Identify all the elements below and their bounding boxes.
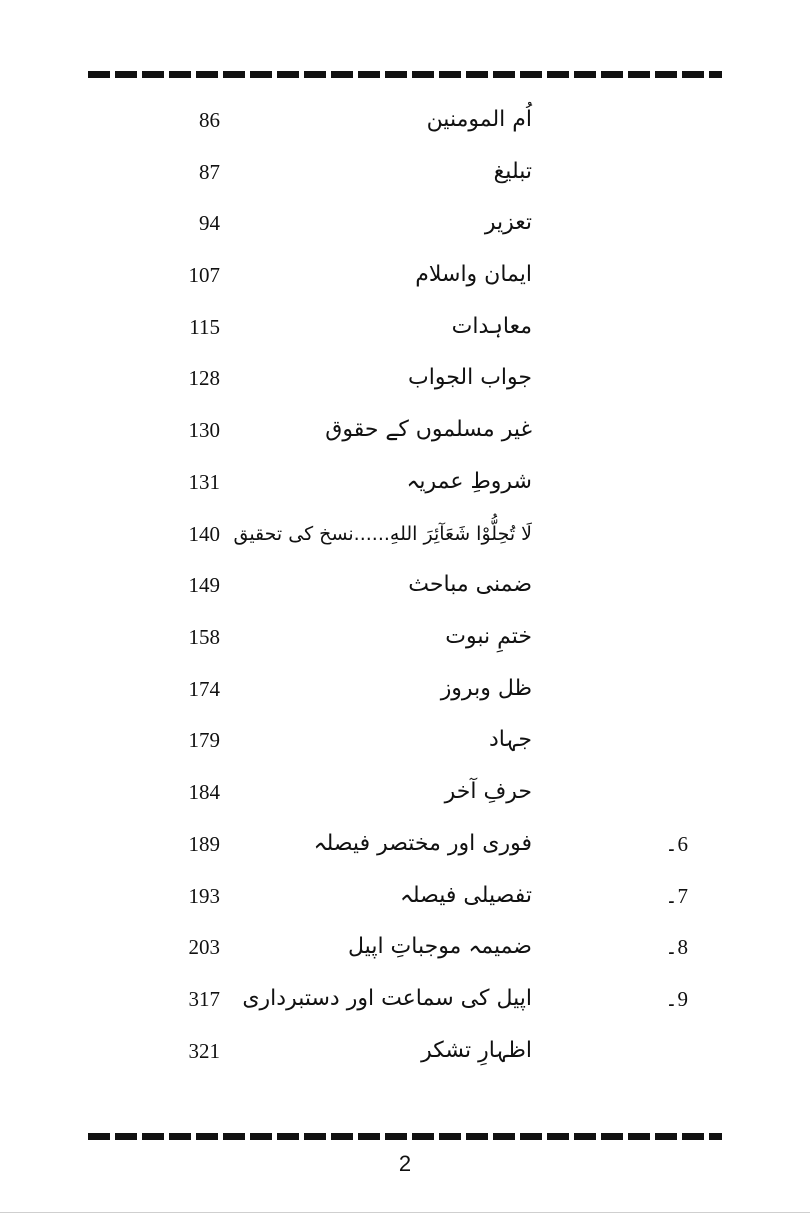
toc-entry-title: ختمِ نبوت bbox=[445, 624, 532, 649]
toc-entry-index: 9۔ bbox=[665, 987, 688, 1011]
toc-entry bbox=[0, 203, 810, 255]
toc-entry-title: حرفِ آخر bbox=[444, 779, 532, 804]
toc-entry bbox=[0, 669, 810, 721]
toc-entry-page: 184 bbox=[188, 780, 220, 804]
toc-entry-title: تبلیغ bbox=[493, 159, 532, 184]
toc-entry-page: 87 bbox=[199, 160, 220, 184]
toc-entry-title: اظہارِ تشکر bbox=[421, 1038, 532, 1063]
page-edge-divider bbox=[0, 1212, 810, 1213]
toc-entry-page: 107 bbox=[188, 263, 220, 287]
toc-entry bbox=[0, 358, 810, 410]
toc-entry-index: 7۔ bbox=[665, 884, 688, 908]
toc-entry bbox=[0, 720, 810, 772]
toc-entry-index: 8۔ bbox=[665, 935, 688, 959]
toc-entry-page: 174 bbox=[188, 677, 220, 701]
toc-entry-page: 203 bbox=[188, 935, 220, 959]
toc-entry bbox=[0, 462, 810, 514]
toc-entry bbox=[0, 876, 810, 928]
toc-entry bbox=[0, 772, 810, 824]
toc-entry bbox=[0, 255, 810, 307]
toc-entry-page: 149 bbox=[188, 573, 220, 597]
toc-entry bbox=[0, 1031, 810, 1083]
toc-entry-page: 86 bbox=[199, 108, 220, 132]
bottom-dashed-rule bbox=[88, 1133, 722, 1140]
toc-entry bbox=[0, 307, 810, 359]
toc-entry-page: 158 bbox=[188, 625, 220, 649]
toc-entry-title: ایمان واسلام bbox=[415, 262, 532, 287]
toc-entry-title: شروطِ عمریہ bbox=[406, 469, 532, 494]
toc-entry bbox=[0, 824, 810, 876]
toc-entry-page: 179 bbox=[188, 728, 220, 752]
toc-entry-title: غیر مسلموں کے حقوق bbox=[325, 417, 532, 442]
toc-entry-title: معاہدات bbox=[451, 314, 532, 339]
toc-entry-title: جواب الجواب bbox=[408, 365, 532, 390]
toc-entry bbox=[0, 979, 810, 1031]
toc-entry-title: اپیل کی سماعت اور دستبرداری bbox=[242, 986, 532, 1011]
toc-entry-title: ضمیمہ موجباتِ اپیل bbox=[348, 934, 532, 959]
toc-entry-index: 6۔ bbox=[665, 832, 688, 856]
toc-entry-title: جہاد bbox=[489, 727, 532, 752]
toc-entry-page: 115 bbox=[189, 315, 220, 339]
toc-entry-page: 131 bbox=[188, 470, 220, 494]
toc-entry bbox=[0, 617, 810, 669]
toc-entry-title: ظل وبروز bbox=[440, 676, 532, 701]
toc-entry-page: 189 bbox=[188, 832, 220, 856]
toc-entry bbox=[0, 514, 810, 566]
toc-entry bbox=[0, 565, 810, 617]
toc-entry-title: اُم المومنین bbox=[426, 107, 532, 132]
toc-entry-page: 140 bbox=[188, 522, 220, 546]
toc-entry-title: لَا تُحِلُّوْا شَعَآئِرَ اللهِ......نسخ کی تحقیق bbox=[233, 523, 532, 545]
toc-entry bbox=[0, 927, 810, 979]
toc-entry-title: تعزیر bbox=[484, 210, 532, 235]
toc-entry-page: 321 bbox=[188, 1039, 220, 1063]
toc-entry-page: 94 bbox=[199, 211, 220, 235]
footer-page-number: 2 bbox=[398, 1151, 412, 1176]
toc-entry-page: 193 bbox=[188, 884, 220, 908]
toc-entry-page: 128 bbox=[188, 366, 220, 390]
toc-entry bbox=[0, 152, 810, 204]
toc-entry-title: تفصیلی فیصلہ bbox=[400, 883, 532, 908]
toc-entry-title: فوری اور مختصر فیصلہ bbox=[313, 831, 532, 856]
toc-entry bbox=[0, 100, 810, 152]
toc-entry bbox=[0, 410, 810, 462]
toc-entry-title: ضمنی مباحث bbox=[408, 572, 532, 597]
toc-entry-page: 317 bbox=[188, 987, 220, 1011]
toc-entry-page: 130 bbox=[188, 418, 220, 442]
